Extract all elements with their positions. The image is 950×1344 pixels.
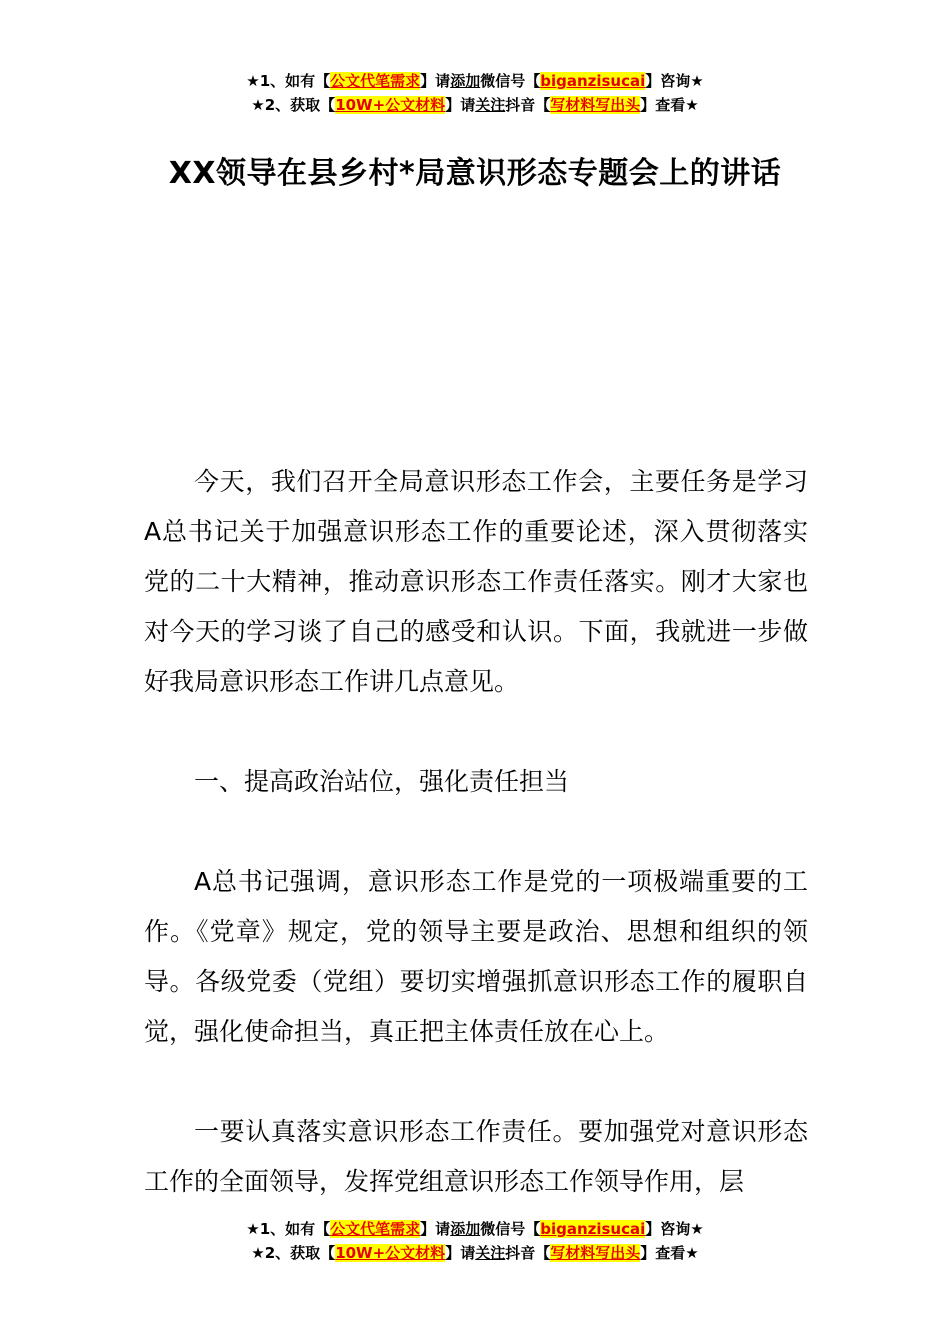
- promo-line-1-text-b: 微信号【: [480, 1220, 541, 1238]
- promo-line-1-underlined: 添加: [450, 1220, 481, 1238]
- promo-highlight-douyin-account: 写材料写出头: [550, 1244, 641, 1262]
- body-paragraph-intro: 今天，我们召开全局意识形态工作会，主要任务是学习A总书记关于加强意识形态工作的重要论述，深入贯彻落实党的二十大精神，推动意识形态工作责任落实。刚才大家也对今天的学习谈了自己的感受和认识。下面，我就进一步做好我局意识形态工作讲几点意见。: [144, 467, 808, 696]
- promo-line-1-text-a: 】请: [420, 1220, 451, 1238]
- promo-line-2-text-b: 抖音【: [505, 96, 551, 114]
- promo-highlight-materials: 10W+公文材料: [335, 96, 446, 114]
- promo-line-2-prefix: ★2、获取【: [251, 96, 336, 114]
- promo-line-1-text-a: 】请: [420, 72, 451, 90]
- promo-highlight-materials: 10W+公文材料: [335, 1244, 446, 1262]
- section-heading-1: 一、提高政治站位，强化责任担当: [194, 767, 570, 796]
- promo-line-1-underlined: 添加: [450, 72, 481, 90]
- body-paragraph-point-1: 一要认真落实意识形态工作责任。要加强党对意识形态工作的全面领导，发挥党组意识形态工作领导作用，层: [144, 1117, 808, 1196]
- promo-line-2-suffix: 】查看★: [640, 1244, 699, 1262]
- promo-line-1-suffix: 】咨询★: [645, 72, 704, 90]
- promo-highlight-writing-service: 公文代笔需求: [330, 72, 421, 90]
- promo-line-2-prefix: ★2、获取【: [251, 1244, 336, 1262]
- promo-line-2-underlined: 关注: [475, 1244, 506, 1262]
- promo-line-2: [0, 1241, 950, 1265]
- promo-line-1: [0, 1217, 950, 1241]
- body-paragraph-section-1: A总书记强调，意识形态工作是党的一项极端重要的工作。《党章》规定，党的领导主要是政治、思想和组织的领导。各级党委（党组）要切实增强抓意识形态工作的履职自觉，强化使命担当，真正把主体责任放在心上。: [144, 867, 808, 1046]
- document-title: XX领导在县乡村*局意识形态专题会上的讲话: [168, 156, 782, 191]
- promo-line-1-prefix: ★1、如有【: [246, 1220, 331, 1238]
- promo-highlight-wechat-id: biganzisucai: [540, 72, 646, 90]
- promo-highlight-writing-service: 公文代笔需求: [330, 1220, 421, 1238]
- promo-line-2-text-a: 】请: [445, 1244, 476, 1262]
- promo-line-2-text-a: 】请: [445, 96, 476, 114]
- promo-line-2-suffix: 】查看★: [640, 96, 699, 114]
- promo-highlight-wechat-id: biganzisucai: [540, 1220, 646, 1238]
- promo-highlight-douyin-account: 写材料写出头: [550, 96, 641, 114]
- promo-line-2-text-b: 抖音【: [505, 1244, 551, 1262]
- promo-line-2-underlined: 关注: [475, 96, 506, 114]
- promo-banner-bottom: [0, 1217, 950, 1265]
- promo-line-1-text-b: 微信号【: [480, 72, 541, 90]
- promo-line-1-suffix: 】咨询★: [645, 1220, 704, 1238]
- document-body: [144, 457, 808, 1207]
- promo-line-1: [0, 69, 950, 93]
- promo-line-1-prefix: ★1、如有【: [246, 72, 331, 90]
